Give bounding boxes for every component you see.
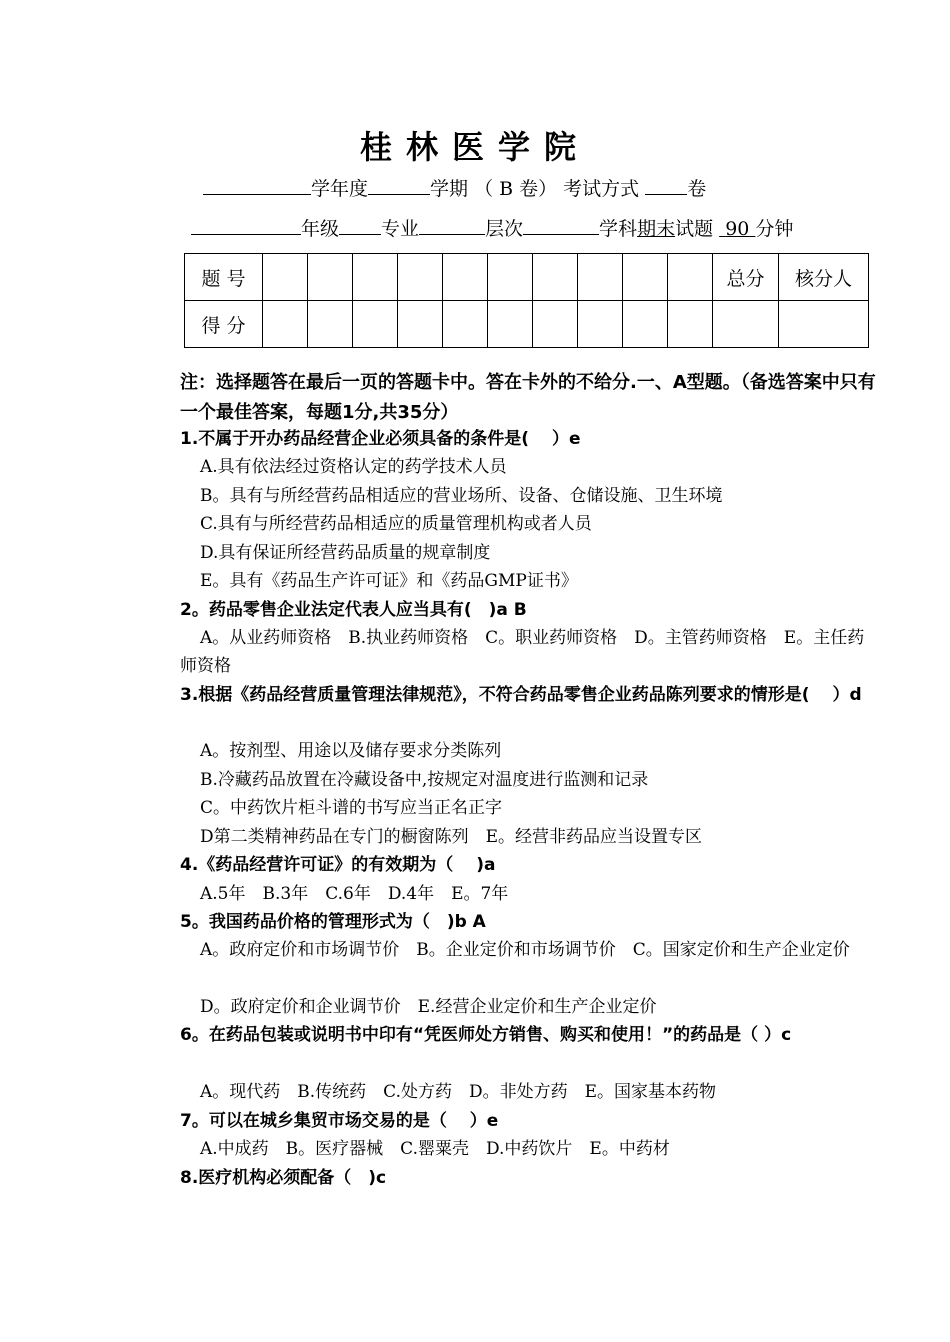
exam-duration: 90 [725,218,750,240]
score-cell [398,301,443,348]
score-cell [443,301,488,348]
question-option: B.冷藏药品放置在冷藏设备中,按规定对温度进行监测和记录 [200,770,649,790]
question-option: A。从业药师资格 B.执业药师资格 C。职业药师资格 D。主管药师资格 E。主任药师资格 [180,628,865,676]
checker-label: 核分人 [779,254,869,301]
question-option: A。现代药 B.传统药 C.处方药 D。非处方药 E。国家基本药物 [200,1082,717,1102]
header-line-1: 学年度 学期 （ B 卷） 考试方式 卷 [203,172,706,204]
school-title: 桂林医学院 [359,128,590,166]
question-option: B。具有与所经营药品相适应的营业场所、设备、仓储设施、卫生环境 [200,486,723,506]
score-table [184,253,869,348]
score-cell [668,301,713,348]
question-option: E。具有《药品生产许可证》和《药品GMP证书》 [200,571,578,591]
question-stem: 8.医疗机构必须配备（ )c [180,1168,387,1188]
question-option: C.具有与所经营药品相适应的质量管理机构或者人员 [200,514,592,534]
checker-cell [779,301,869,348]
question-stem: 7。可以在城乡集贸市场交易的是（ ）e [180,1111,499,1131]
question-number-label: 题 号 [185,254,263,301]
score-cell [353,254,398,301]
question-option: D第二类精神药品在专门的橱窗陈列 E。经营非药品应当设置专区 [200,827,703,847]
blank-subject [523,212,599,235]
question-option: A.5年 B.3年 C.6年 D.4年 E。7年 [200,884,509,904]
question-stem: 4.《药品经营许可证》的有效期为（ )a [180,855,496,875]
score-cell [668,254,713,301]
score-cell [263,254,308,301]
question-option: D。政府定价和企业调节价 E.经营企业定价和生产企业定价 [200,997,657,1017]
question-option: A。按剂型、用途以及储存要求分类陈列 [200,741,502,761]
score-cell [308,254,353,301]
total-score-cell [713,301,779,348]
question-option: D.具有保证所经营药品质量的规章制度 [200,543,491,563]
blank-semester [368,172,430,195]
question-option: A.中成药 B。医疗器械 C.罂粟壳 D.中药饮片 E。中药材 [200,1139,670,1159]
question-option: A。政府定价和市场调节价 B。企业定价和市场调节价 C。国家定价和生产企业定价 [200,940,850,960]
score-cell [623,301,668,348]
score-cell [488,301,533,348]
blank-major [339,212,381,235]
score-cell [443,254,488,301]
instructions-note: 注：选择题答在最后一页的答题卡中。答在卡外的不给分.一、A型题。（备选答案中只有一个最佳答案，每题1分,共35分） [180,372,876,423]
score-cell [263,301,308,348]
question-stem: 3.根据《药品经营质量管理法律规范》，不符合药品零售企业药品陈列要求的情形是( ）d [180,685,862,705]
question-stem: 1.不属于开办药品经营企业必须具备的条件是( ）e [180,429,581,449]
score-cell [353,301,398,348]
score-cell [398,254,443,301]
blank-exam-method [645,172,687,195]
score-cell [488,254,533,301]
score-cell [533,301,578,348]
question-stem: 5。我国药品价格的管理形式为（ )b A [180,912,486,932]
score-cell [578,254,623,301]
question-stem: 6。在药品包装或说明书中印有“凭医师处方销售、购买和使用！”的药品是（ ）c [180,1025,792,1045]
score-cell [623,254,668,301]
question-option: A.具有依法经过资格认定的药学技术人员 [200,457,507,477]
score-cell [578,301,623,348]
score-row-label: 得 分 [185,301,263,348]
question-stem: 2。药品零售企业法定代表人应当具有( )a B [180,600,527,620]
question-option: C。中药饮片柜斗谱的书写应当正名正字 [200,798,503,818]
blank-year [203,172,311,195]
blank-grade [191,212,301,235]
total-label: 总分 [713,254,779,301]
blank-level [419,212,485,235]
header-line-2: 年级 专业 层次 学科期末试题 90 分钟 [191,212,793,244]
score-cell [308,301,353,348]
score-cell [533,254,578,301]
